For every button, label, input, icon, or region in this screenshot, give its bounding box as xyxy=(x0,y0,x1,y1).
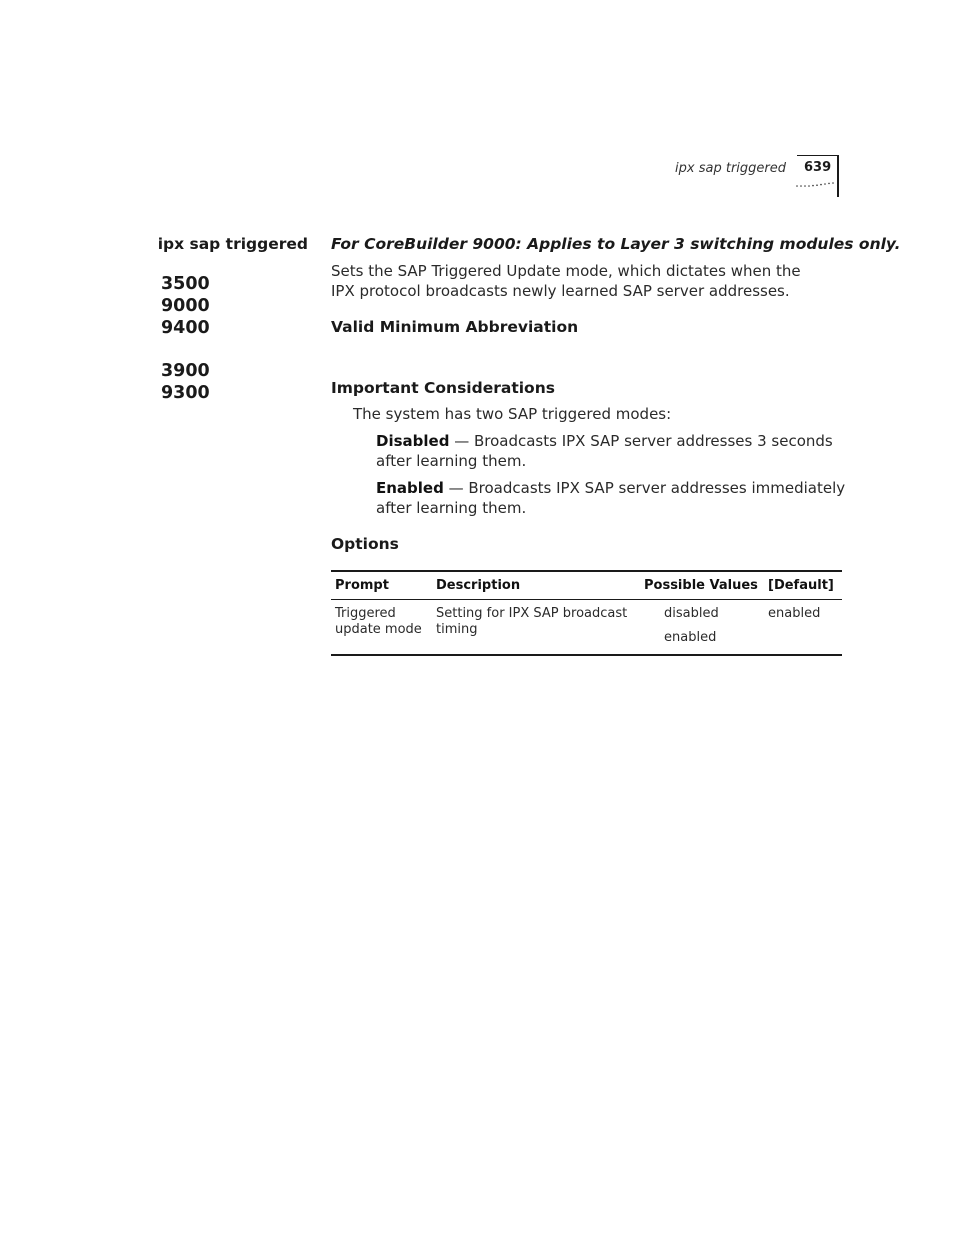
platform-list-primary xyxy=(161,273,210,339)
considerations-intro: The system has two SAP triggered modes: xyxy=(353,405,672,423)
page-number: 639 xyxy=(804,160,832,175)
cell-default: enabled xyxy=(768,606,821,621)
options-heading: Options xyxy=(331,535,399,553)
applicability-note: For CoreBuilder 9000: Applies to Layer 3 switching modules only. xyxy=(331,235,901,253)
considerations-heading: Important Considerations xyxy=(331,379,555,397)
cell-prompt: Triggered update mode xyxy=(335,606,422,637)
header-top-rule xyxy=(797,155,839,156)
valid-min-abbrev-heading: Valid Minimum Abbreviation xyxy=(331,318,579,336)
header-dots-decoration xyxy=(795,181,837,189)
mode-term: Enabled xyxy=(376,479,444,497)
options-table xyxy=(331,570,842,656)
column-header-possible-values: Possible Values xyxy=(644,578,758,593)
header-side-rule xyxy=(837,155,839,197)
mode-item-enabled xyxy=(376,479,846,518)
mode-text: — Broadcasts IPX SAP server addresses immediately after learning them. xyxy=(376,479,846,517)
table-row xyxy=(331,600,842,656)
platform-list-secondary xyxy=(161,360,210,404)
command-name: ipx sap triggered xyxy=(157,235,308,253)
platform-label: 3900 xyxy=(161,361,210,381)
value-option: enabled xyxy=(664,630,717,645)
value-option: disabled xyxy=(664,606,719,621)
platform-label: 9300 xyxy=(161,383,210,403)
platform-label: 9400 xyxy=(161,318,210,338)
running-title: ipx sap triggered xyxy=(675,161,786,176)
table-header-row xyxy=(331,571,842,600)
platform-label: 9000 xyxy=(161,296,210,316)
column-header-default: [Default] xyxy=(768,578,834,593)
cell-description: Setting for IPX SAP broadcast timing xyxy=(436,606,628,637)
command-description: Sets the SAP Triggered Update mode, which dictates when the IPX protocol broadcasts newly learned SAP server addresses. xyxy=(331,262,801,300)
column-header-prompt: Prompt xyxy=(335,578,389,593)
mode-text: — Broadcasts IPX SAP server addresses 3 seconds after learning them. xyxy=(376,432,833,470)
mode-term: Disabled xyxy=(376,432,450,450)
column-header-description: Description xyxy=(436,578,521,593)
cell-possible-values xyxy=(640,600,764,656)
mode-item-disabled xyxy=(376,432,842,471)
platform-label: 3500 xyxy=(161,274,210,294)
